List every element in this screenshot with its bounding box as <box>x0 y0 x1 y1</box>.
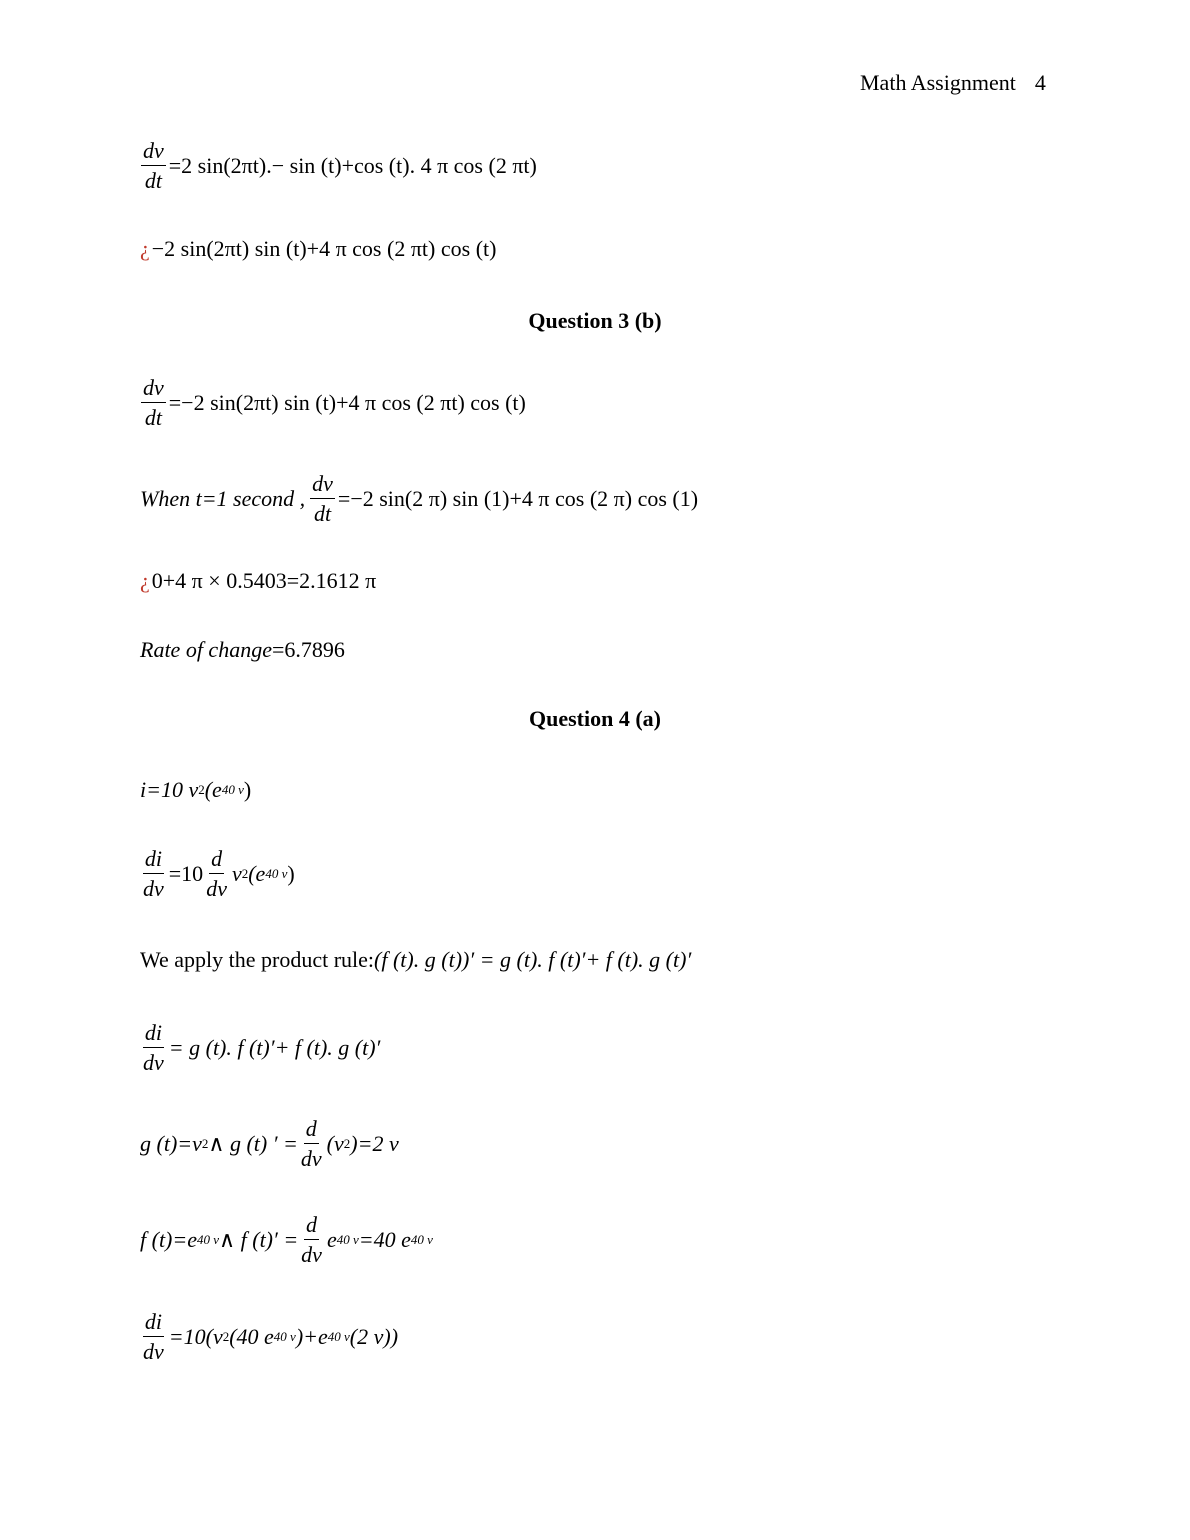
header-title: Math Assignment <box>860 70 1016 95</box>
equation-simplified <box>140 236 496 262</box>
fraction-dv-dt: $\frac{dv}{dt}$ <box>312 471 333 526</box>
fraction-dv-dt: $\frac{dv}{dt}$ <box>143 375 164 430</box>
rate-of-change-line <box>140 637 345 663</box>
fraction-di-dv: $\frac{di}{dv}$ <box>143 846 164 901</box>
equation-g-of-t: g (t)=v 2 ∧ g (t) ′ = $\frac{d}{dv}$ (v 2 )=2 v <box>140 1116 399 1171</box>
fraction-d-dv: $\frac{d}{dv}$ <box>300 1116 322 1171</box>
equation-dvdt-expanded <box>140 140 537 192</box>
fraction-d-dv: $\frac{d}{dv}$ <box>301 1212 322 1267</box>
fraction-dv-dt: $\frac{dv}{dt}$ <box>143 138 164 193</box>
equation-rhs: =−2 sin(2πt) sin (t)+4 π cos (2 πt) cos (t) <box>168 390 526 415</box>
product-rule-formula: (f (t). g (t))′ = g (t). f (t)′+ f (t). g (t)′ <box>374 947 692 972</box>
equation-rhs: 0+4 π × 0.5403=2.1612 π <box>151 568 377 593</box>
fraction-di-dv: $\frac{di}{dv}$ <box>143 1309 164 1364</box>
product-rule-text: We apply the product rule: <box>140 947 375 972</box>
product-rule-statement <box>140 947 691 973</box>
equation-prefix: When t=1 second , <box>140 486 306 511</box>
fraction-d-dv: $\frac{d}{dv}$ <box>206 846 227 901</box>
equation-di-dv-product: $\frac{di}{dv}$ = g (t). f (t)′+ f (t). g (t)′ <box>143 1020 381 1075</box>
equation-rhs: =2 sin(2πt).− sin (t)+cos (t). 4 π cos (2 πt) <box>168 153 537 178</box>
equation-rhs: −2 sin(2πt) sin (t)+4 π cos (2 πt) cos (t) <box>151 236 497 261</box>
equation-di-dv-final: $\frac{di}{dv}$ =10(v 2 (40 e 40 v )+e 40 v (2 v)) <box>143 1309 399 1364</box>
page-number: 4 <box>1034 70 1046 95</box>
equation-dvdt <box>140 377 526 429</box>
running-header <box>860 70 1046 96</box>
equation-di-dv: $\frac{di}{dv}$ =10 $\frac{d}{dv}$ v 2 (e 40 v ) <box>143 846 295 901</box>
equation-f-of-t: f (t)=e 40 v ∧ f (t)′ = $\frac{d}{dv}$ e 40 v =40 e 40 v <box>140 1212 433 1267</box>
heading-question-4a: Question 4 (a) <box>529 706 661 731</box>
fraction-di-dv: $\frac{di}{dv}$ <box>143 1020 164 1075</box>
inverted-question-mark: ¿ <box>140 236 150 261</box>
heading-question-3b: Question 3 (b) <box>528 308 662 333</box>
equation-when-t-1 <box>140 473 698 525</box>
equation-numeric-result <box>140 568 376 594</box>
equation-i-definition: i=10 v 2 (e 40 v ) <box>140 777 252 802</box>
rate-label: Rate of change <box>140 637 272 662</box>
rate-value: =6.7896 <box>271 637 345 662</box>
equation-rhs: =−2 sin(2 π) sin (1)+4 π cos (2 π) cos (1) <box>337 486 699 511</box>
inverted-question-mark: ¿ <box>140 568 150 593</box>
